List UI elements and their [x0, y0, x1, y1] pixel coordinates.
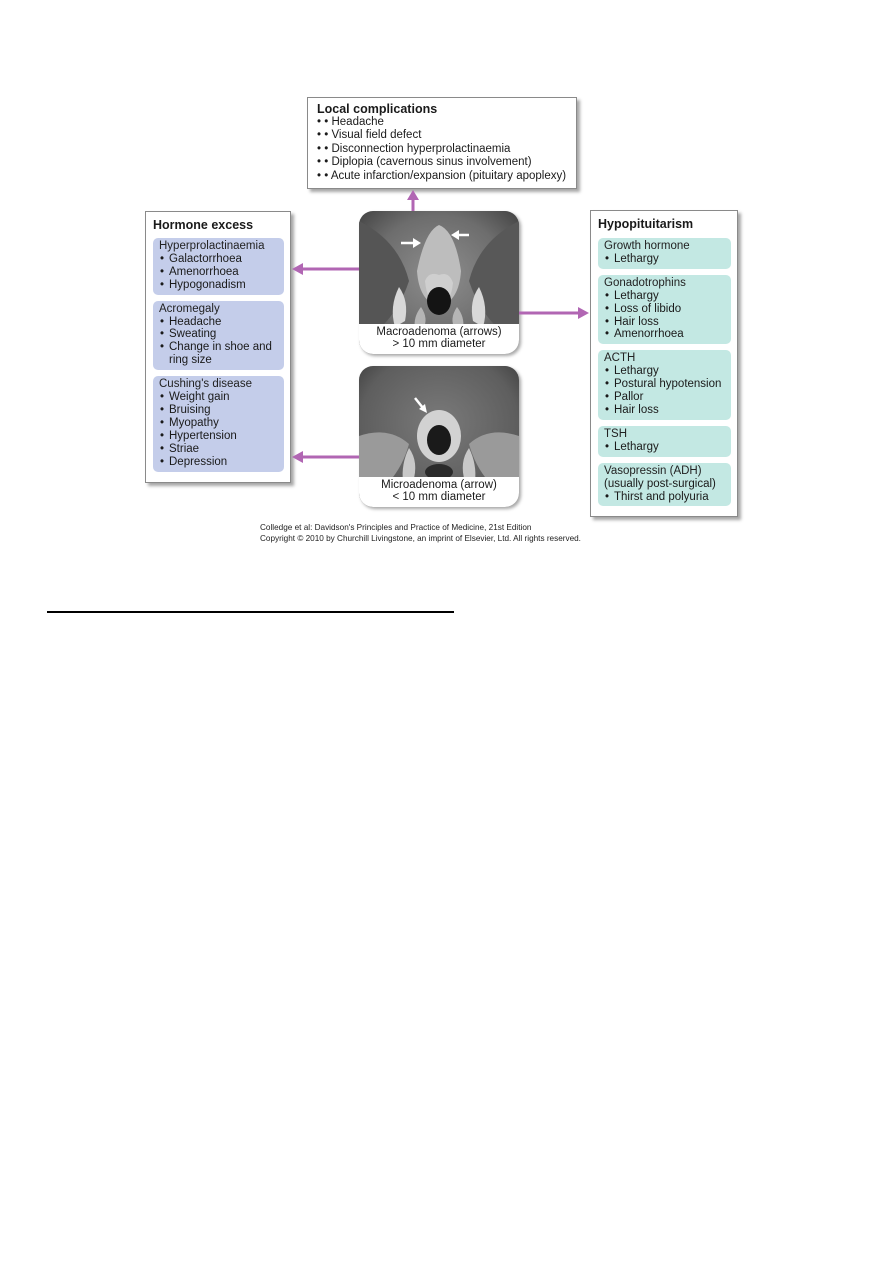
list-item: • Change in shoe and ring size	[159, 341, 279, 367]
list-item: • Pallor	[604, 391, 726, 404]
hyperprolactinaemia-card	[153, 238, 284, 295]
list-item: • Striae	[159, 443, 279, 456]
credit-line: Colledge et al: Davidson's Principles and Practice of Medicine, 21st Edition	[260, 523, 532, 532]
list-item: • Weight gain	[159, 391, 279, 404]
list-item: • Hypogonadism	[159, 279, 279, 292]
card-title: ACTH	[604, 352, 636, 365]
hypopituitarism-title: Hypopituitarism	[598, 217, 694, 231]
list-item: • Loss of libido	[604, 303, 726, 316]
list-item: • Bruising	[159, 404, 279, 417]
local-complications-box	[307, 97, 577, 189]
gonadotrophins-card	[598, 275, 731, 345]
list-item: • • Diplopia (cavernous sinus involvement)	[317, 156, 570, 169]
list-item: • Amenorrhoea	[604, 328, 726, 341]
local-complications-title: Local complications	[317, 102, 438, 116]
credit-line: Copyright © 2010 by Churchill Livingstone, an imprint of Elsevier, Ltd. All rights reserved.	[260, 534, 581, 543]
arrow-left-icon	[292, 263, 359, 275]
card-title: Vasopressin (ADH)	[604, 464, 702, 477]
arrow-right-icon	[519, 307, 589, 319]
card-title: TSH	[604, 427, 627, 440]
list-item: • Depression	[159, 456, 279, 469]
caption-line: > 10 mm diameter	[392, 338, 486, 350]
card-title: Growth hormone	[604, 240, 690, 252]
cushings-card	[153, 376, 284, 471]
list-item: • • Headache	[317, 116, 570, 129]
caption-line: < 10 mm diameter	[392, 491, 486, 503]
card-title: Hyperprolactinaemia	[159, 240, 265, 252]
list-item: • • Disconnection hyperprolactinaemia	[317, 143, 570, 156]
acth-card	[598, 350, 731, 420]
hormone-excess-title: Hormone excess	[153, 218, 254, 232]
list-item: • Hair loss	[604, 404, 726, 417]
card-title: Gonadotrophins	[604, 276, 686, 289]
caption-line: Macroadenoma (arrows)	[376, 326, 502, 338]
caption-line: Microadenoma (arrow)	[381, 479, 497, 491]
list-item: • Hypertension	[159, 430, 279, 443]
acromegaly-card	[153, 301, 284, 371]
list-item: • Postural hypotension	[604, 378, 726, 391]
list-item: • Sweating	[159, 328, 279, 341]
list-item: • Lethargy	[604, 290, 726, 303]
tsh-card	[598, 426, 731, 457]
macroadenoma-scan	[359, 211, 519, 354]
list-item: • Galactorrhoea	[159, 253, 279, 266]
growth-hormone-card	[598, 238, 731, 269]
credit-text	[260, 522, 581, 544]
list-item: • Thirst and polyuria	[604, 491, 726, 504]
vasopressin-card	[598, 463, 731, 507]
horizontal-rule	[47, 611, 454, 613]
hypopituitarism-box	[590, 210, 738, 517]
arrow-up-icon	[407, 190, 419, 211]
microadenoma-caption	[359, 477, 519, 507]
card-title: Acromegaly	[159, 302, 220, 315]
list-item: • Lethargy	[604, 441, 726, 454]
hormone-excess-box	[145, 211, 291, 483]
list-item: • Myopathy	[159, 417, 279, 430]
macroadenoma-caption	[359, 324, 519, 354]
list-item: • • Visual field defect	[317, 129, 570, 142]
local-complications-list	[317, 116, 570, 183]
list-item: • Lethargy	[604, 365, 726, 378]
list-item: • Headache	[159, 316, 279, 329]
microadenoma-scan	[359, 366, 519, 507]
card-title: Cushing's disease	[159, 378, 252, 391]
arrow-left-icon	[292, 451, 359, 463]
list-item: • Amenorrhoea	[159, 266, 279, 279]
list-item: • Lethargy	[604, 253, 726, 266]
list-item: • • Acute infarction/expansion (pituitary apoplexy)	[317, 170, 570, 183]
list-item: • Hair loss	[604, 316, 726, 329]
card-subtitle: (usually post-surgical)	[604, 477, 716, 490]
